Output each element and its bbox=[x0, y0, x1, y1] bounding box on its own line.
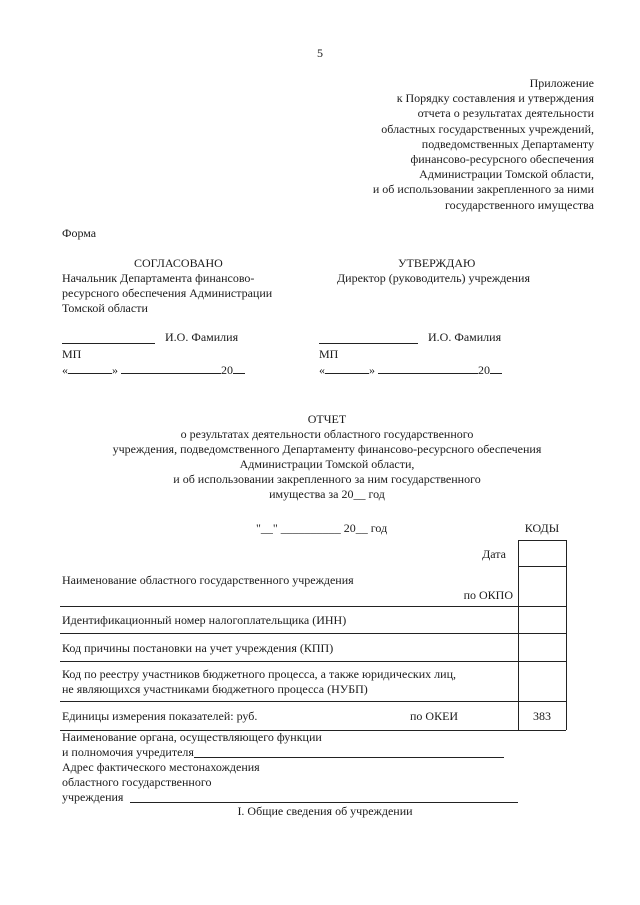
open-quote: « bbox=[62, 363, 68, 377]
appendix-line: подведомственных Департаменту bbox=[421, 136, 594, 151]
address-label-line2: областного государственного bbox=[62, 775, 212, 789]
approved-day-field[interactable] bbox=[325, 362, 369, 374]
agreed-date bbox=[62, 362, 245, 378]
inn-label: Идентификационный номер налогоплательщика (ИНН) bbox=[62, 613, 347, 627]
agreed-stamp: МП bbox=[62, 347, 82, 361]
agreed-position-line: ресурсного обеспечения Администрации bbox=[62, 286, 273, 300]
appendix-line: Администрации Томской области, bbox=[419, 167, 594, 182]
okpo-code-cell[interactable] bbox=[519, 574, 565, 604]
address-field[interactable] bbox=[130, 802, 518, 803]
approved-year-field[interactable] bbox=[490, 362, 502, 374]
address-label-line3: учреждения bbox=[62, 790, 124, 804]
okei-label: по ОКЕИ bbox=[410, 709, 459, 723]
report-subtitle-line: о результатах деятельности областного государственного bbox=[180, 427, 474, 441]
year-prefix: 20 bbox=[221, 363, 233, 377]
approved-month-field[interactable] bbox=[378, 362, 478, 374]
date-code-label: Дата bbox=[482, 547, 506, 561]
agreed-name: И.О. Фамилия bbox=[165, 330, 239, 344]
address-label-line1: Адрес фактического местонахождения bbox=[62, 760, 260, 774]
report-subtitle-line: Администрации Томской области, bbox=[239, 457, 415, 471]
row-divider bbox=[60, 701, 566, 702]
appendix-line: финансово-ресурсного обеспечения bbox=[410, 152, 594, 167]
codes-border bbox=[518, 540, 566, 541]
section-title: I. Общие сведения об учреждении bbox=[237, 804, 413, 818]
approved-stamp: МП bbox=[319, 347, 339, 361]
close-quote: » bbox=[369, 363, 375, 377]
year-prefix: 20 bbox=[478, 363, 490, 377]
institution-name-label: Наименование областного государственного учреждения bbox=[62, 573, 354, 587]
row-divider bbox=[60, 633, 566, 634]
page-number: 5 bbox=[317, 46, 323, 60]
agreed-position-line: Начальник Департамента финансово- bbox=[62, 271, 255, 285]
appendix-line: отчета о результатах деятельности bbox=[417, 106, 594, 121]
nubp-label: Код по реестру участников бюджетного процесса, а также юридических лиц, bbox=[62, 667, 456, 681]
report-subtitle-line: и об использовании закрепленного за ним государственного bbox=[173, 472, 481, 486]
form-label: Форма bbox=[62, 226, 97, 240]
kpp-code-cell[interactable] bbox=[519, 640, 565, 660]
appendix-block bbox=[300, 76, 594, 213]
nubp-code-cell[interactable] bbox=[519, 668, 565, 700]
report-date-line[interactable]: "__" __________ 20__ год bbox=[256, 521, 388, 535]
row-divider bbox=[60, 606, 566, 607]
row-divider bbox=[60, 661, 566, 662]
appendix-line: государственного имущества bbox=[444, 197, 594, 212]
approved-heading: УТВЕРЖДАЮ bbox=[398, 256, 476, 270]
approved-name: И.О. Фамилия bbox=[428, 330, 502, 344]
units-label: Единицы измерения показателей: руб. bbox=[62, 709, 258, 723]
agreed-position-line: Томской области bbox=[62, 301, 148, 315]
inn-code-cell[interactable] bbox=[519, 612, 565, 632]
founder-label-line2: и полномочия учредителя bbox=[62, 745, 194, 759]
approved-date bbox=[319, 362, 502, 378]
founder-label-line1: Наименование органа, осуществляющего функции bbox=[62, 730, 322, 744]
kpp-label: Код причины постановки на учет учреждения (КПП) bbox=[62, 641, 334, 655]
approved-position-line: Директор (руководитель) учреждения bbox=[337, 271, 530, 285]
agreed-heading: СОГЛАСОВАНО bbox=[134, 256, 223, 270]
report-subtitle-line: учреждения, подведомственного Департаменту финансово-ресурсного обеспечения bbox=[112, 442, 542, 456]
appendix-line: Приложение bbox=[529, 76, 594, 90]
okei-code-cell[interactable]: 383 bbox=[533, 709, 551, 723]
agreed-day-field[interactable] bbox=[68, 362, 112, 374]
close-quote: » bbox=[112, 363, 118, 377]
agreed-month-field[interactable] bbox=[121, 362, 221, 374]
nubp-label-line2: не являющихся участниками бюджетного процесса (НУБП) bbox=[62, 682, 368, 696]
report-subtitle-line: имущества за 20__ год bbox=[269, 487, 385, 501]
date-code-cell[interactable] bbox=[519, 547, 565, 565]
founder-field[interactable] bbox=[194, 757, 504, 758]
okpo-label: по ОКПО bbox=[463, 588, 513, 602]
agreed-signature-line[interactable] bbox=[62, 343, 155, 344]
approved-signature-line[interactable] bbox=[319, 343, 418, 344]
agreed-year-field[interactable] bbox=[233, 362, 245, 374]
appendix-line: областных государственных учреждений, bbox=[381, 121, 594, 136]
report-title: ОТЧЕТ bbox=[307, 412, 347, 426]
open-quote: « bbox=[319, 363, 325, 377]
appendix-line: и об использовании закрепленного за ними bbox=[372, 182, 594, 197]
codes-header: КОДЫ bbox=[524, 521, 560, 535]
appendix-line: к Порядку составления и утверждения bbox=[396, 91, 594, 106]
report-title-block bbox=[60, 412, 594, 502]
codes-border bbox=[566, 540, 567, 730]
codes-border bbox=[518, 566, 566, 567]
